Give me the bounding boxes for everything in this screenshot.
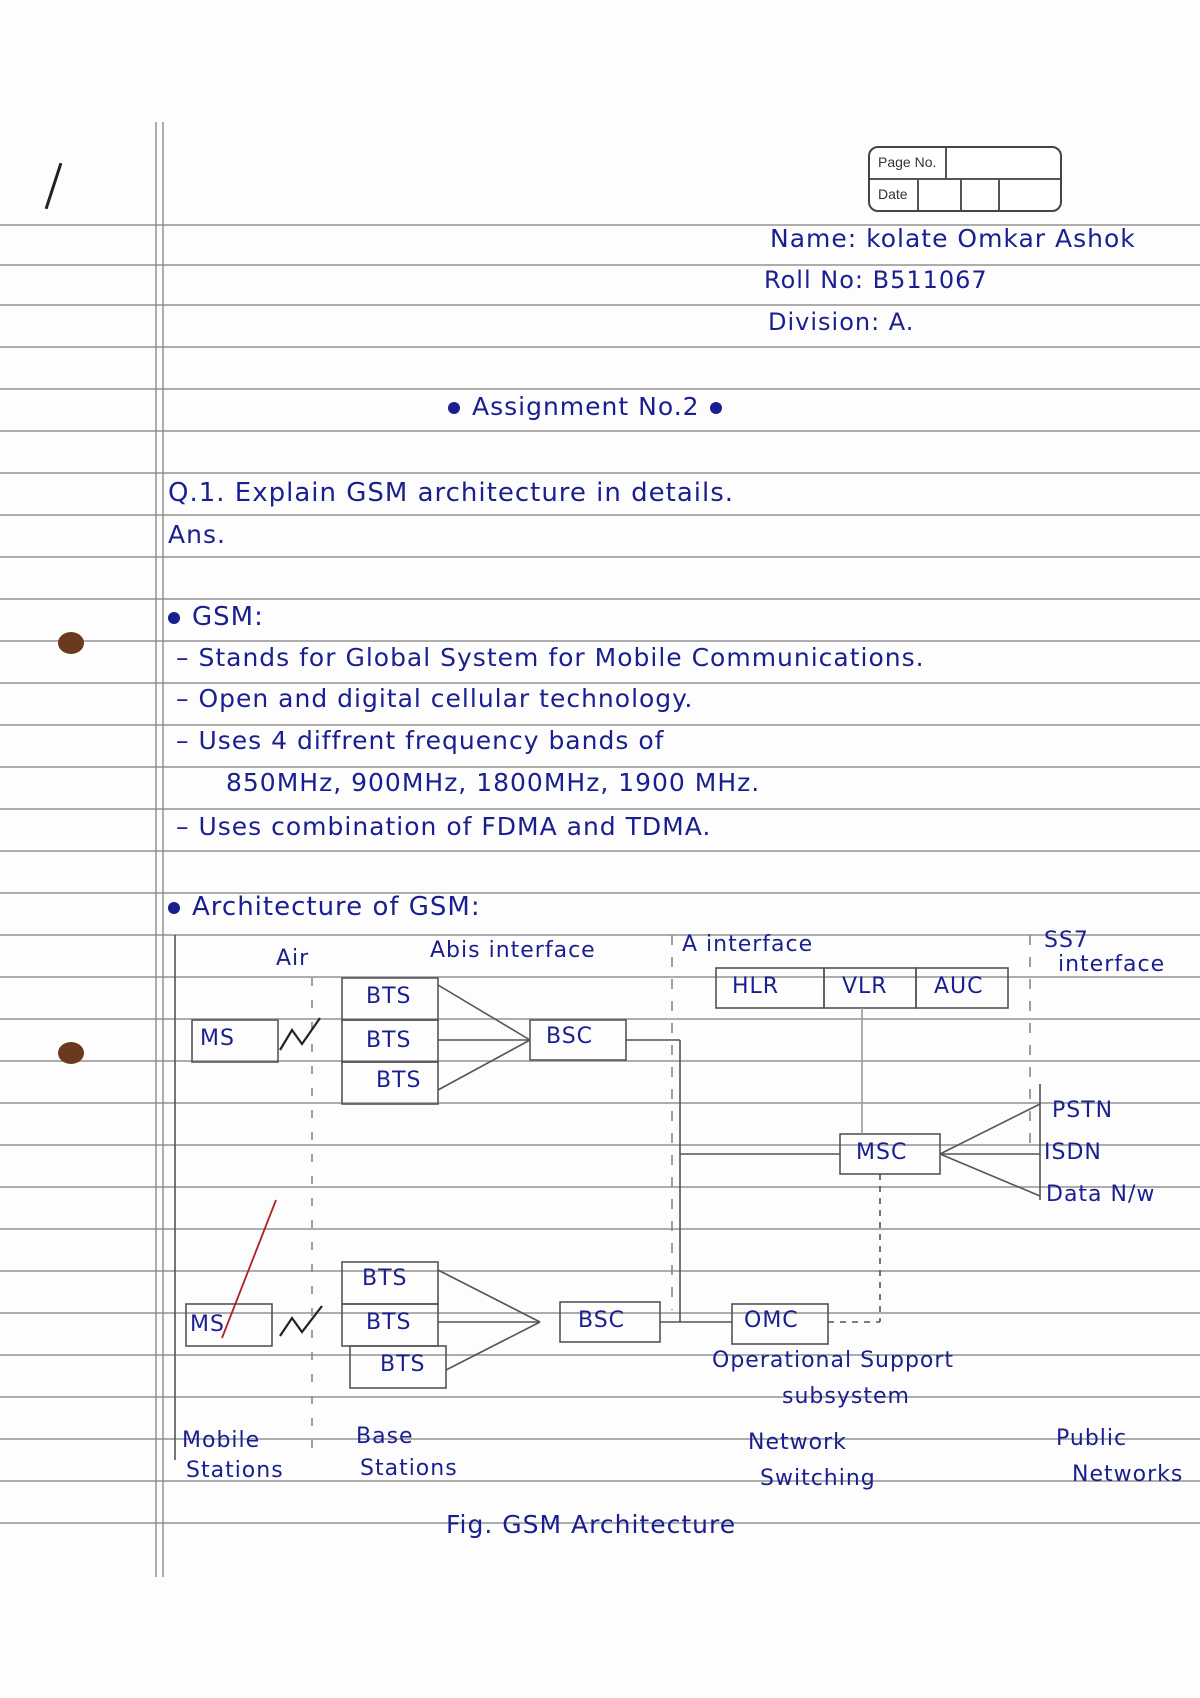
label-base: Base [356,1424,414,1449]
label-hlr: HLR [732,974,780,999]
label-a-interface: A interface [682,932,814,957]
gsm-point: – Open and digital cellular technology. [176,684,694,713]
label-vlr: VLR [842,974,888,999]
label-oss-line2: subsystem [782,1384,910,1409]
label-ss7-interface: interface [1058,952,1166,977]
label-ms-top: MS [200,1026,235,1051]
student-name: Name: kolate Omkar Ashok [770,224,1136,253]
gsm-point: – Uses combination of FDMA and TDMA. [176,812,712,841]
label-bts: BTS [380,1352,426,1377]
roll-number: Roll No: B511067 [764,266,988,294]
label-air: Air [276,946,310,971]
label-bts: BTS [366,984,412,1009]
label-ss7: SS7 [1044,928,1089,953]
label-networks: Networks [1072,1462,1184,1487]
label-bts: BTS [366,1028,412,1053]
answer-label: Ans. [168,520,226,549]
label-switching: Switching [760,1466,876,1491]
figure-caption: Fig. GSM Architecture [446,1510,737,1539]
question-text: Q.1. Explain GSM architecture in details. [168,478,735,508]
gsm-point: – Stands for Global System for Mobile Communications. [176,643,925,672]
label-bsc-top: BSC [546,1024,594,1049]
label-isdn: ISDN [1044,1140,1102,1165]
label-data-network: Data N/w [1046,1182,1156,1207]
section-heading-architecture: Architecture of GSM: [168,892,481,922]
page-no-label: Page No. [878,154,937,170]
date-label: Date [878,186,908,202]
label-abis-interface: Abis interface [430,938,596,963]
label-bts: BTS [362,1266,408,1291]
gsm-point: – Uses 4 diffrent frequency bands of [176,726,665,755]
assignment-title: Assignment No.2 [448,392,734,421]
label-omc: OMC [744,1308,799,1333]
label-public: Public [1056,1426,1128,1451]
label-network: Network [748,1430,847,1455]
label-stations: Stations [186,1458,284,1483]
label-msc: MSC [856,1140,908,1165]
label-bts: BTS [376,1068,422,1093]
label-ms-bottom: MS [190,1312,225,1337]
label-auc: AUC [934,974,984,999]
label-bsc-bottom: BSC [578,1308,626,1333]
label-pstn: PSTN [1052,1098,1114,1123]
division: Division: A. [768,308,915,336]
label-stations: Stations [360,1456,458,1481]
gsm-point-continued: 850MHz, 900MHz, 1800MHz, 1900 MHz. [226,768,761,797]
label-mobile: Mobile [182,1428,261,1453]
section-heading-gsm: GSM: [168,602,264,632]
label-bts: BTS [366,1310,412,1335]
label-oss-line1: Operational Support [712,1348,955,1373]
